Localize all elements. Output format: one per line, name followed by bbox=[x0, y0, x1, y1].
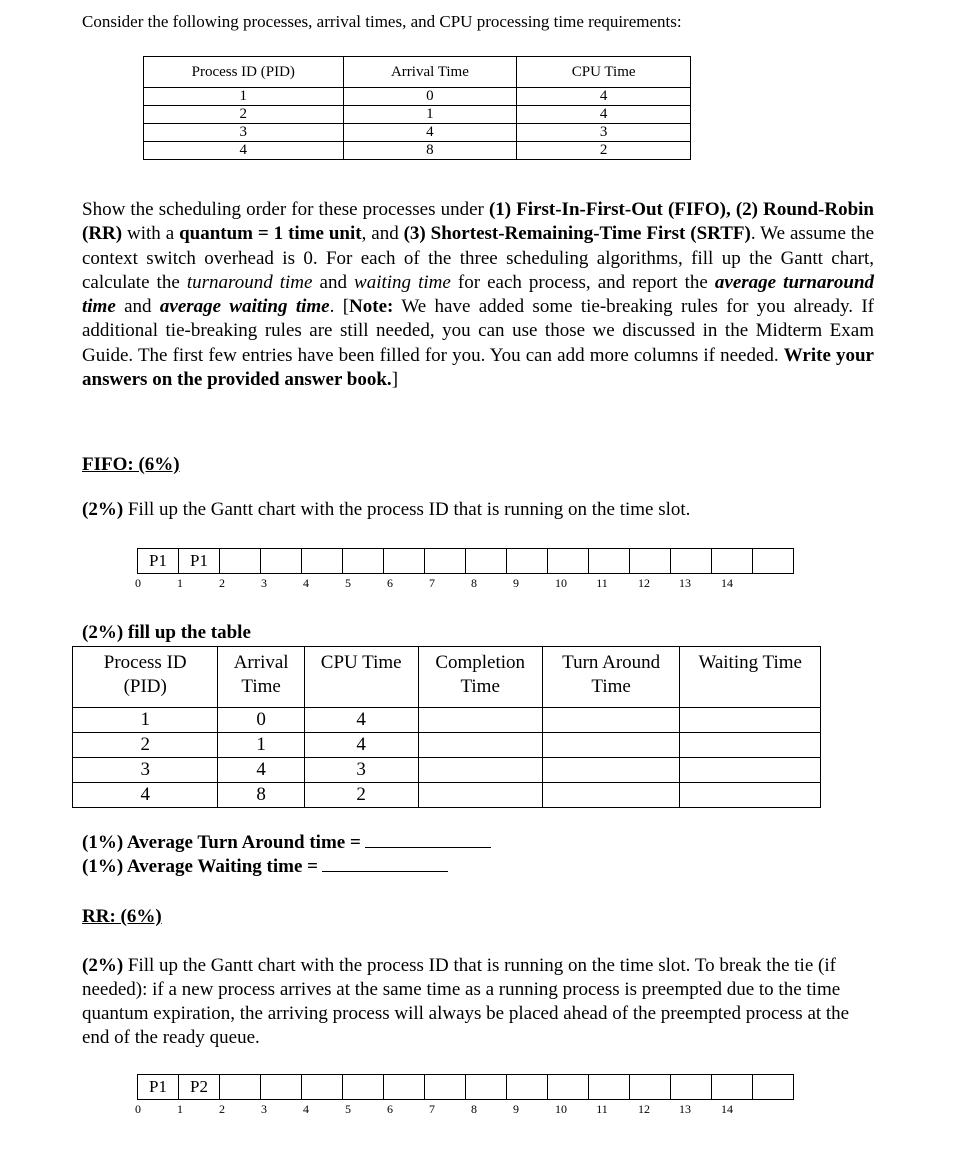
avg-waiting-blank[interactable] bbox=[322, 871, 448, 872]
tick-label: 9 bbox=[513, 576, 519, 590]
tick-label: 5 bbox=[345, 576, 351, 590]
fifo-table-title: (2%) fill up the table bbox=[82, 622, 251, 643]
gantt-cell[interactable] bbox=[752, 548, 794, 574]
tick-label: 11 bbox=[596, 576, 608, 590]
gantt-cell[interactable] bbox=[424, 548, 466, 574]
cell: 1 bbox=[73, 708, 218, 733]
tick-label: 2 bbox=[219, 576, 225, 590]
table-row bbox=[73, 733, 821, 758]
turnaround-cell[interactable] bbox=[542, 758, 680, 783]
fifo-heading: FIFO: (6%) bbox=[82, 454, 180, 475]
waiting-cell[interactable] bbox=[680, 758, 821, 783]
rr-heading: RR: (6%) bbox=[82, 906, 162, 927]
gantt-cell[interactable] bbox=[711, 548, 753, 574]
gantt-cell[interactable] bbox=[342, 1074, 384, 1100]
tick-label: 10 bbox=[555, 576, 567, 590]
cell: 4 bbox=[517, 106, 691, 124]
table-row bbox=[144, 142, 691, 160]
gantt-cell[interactable] bbox=[260, 1074, 302, 1100]
gantt-cell[interactable] bbox=[260, 548, 302, 574]
cell: 0 bbox=[343, 88, 517, 106]
completion-cell[interactable] bbox=[418, 733, 542, 758]
tick-label: 13 bbox=[679, 1102, 691, 1116]
table-row bbox=[144, 88, 691, 106]
header-waiting: Waiting Time bbox=[680, 647, 821, 708]
cell: 1 bbox=[218, 733, 304, 758]
tick-label: 10 bbox=[555, 1102, 567, 1116]
cell: 4 bbox=[218, 758, 304, 783]
cell: 3 bbox=[517, 124, 691, 142]
table-row bbox=[144, 106, 691, 124]
tick-label: 8 bbox=[471, 1102, 477, 1116]
gantt-cell[interactable] bbox=[342, 548, 384, 574]
tick-label: 3 bbox=[261, 576, 267, 590]
gantt-cell[interactable] bbox=[219, 1074, 261, 1100]
tick-label: 13 bbox=[679, 576, 691, 590]
header-pid: Process ID (PID) bbox=[144, 57, 344, 88]
tick-label: 2 bbox=[219, 1102, 225, 1116]
tick-label: 12 bbox=[638, 576, 650, 590]
header-arrival: Arrival Time bbox=[218, 647, 304, 708]
gantt-cell[interactable] bbox=[547, 1074, 589, 1100]
tick-label: 11 bbox=[596, 1102, 608, 1116]
cell: 4 bbox=[73, 783, 218, 808]
fifo-gantt-chart bbox=[138, 548, 794, 574]
cell: 1 bbox=[144, 88, 344, 106]
avg-turnaround-line: (1%) Average Turn Around time = bbox=[82, 832, 491, 854]
gantt-cell[interactable] bbox=[547, 548, 589, 574]
completion-cell[interactable] bbox=[418, 708, 542, 733]
tick-label: 6 bbox=[387, 576, 393, 590]
gantt-cell[interactable] bbox=[752, 1074, 794, 1100]
table-row bbox=[73, 758, 821, 783]
tick-label: 7 bbox=[429, 1102, 435, 1116]
gantt-cell[interactable] bbox=[383, 1074, 425, 1100]
cell: 2 bbox=[304, 783, 418, 808]
gantt-cell[interactable] bbox=[670, 1074, 712, 1100]
cell: 4 bbox=[144, 142, 344, 160]
gantt-cell[interactable] bbox=[588, 1074, 630, 1100]
gantt-cell[interactable] bbox=[670, 548, 712, 574]
tick-label: 12 bbox=[638, 1102, 650, 1116]
tick-label: 5 bbox=[345, 1102, 351, 1116]
gantt-cell[interactable] bbox=[383, 548, 425, 574]
gantt-cell[interactable] bbox=[301, 1074, 343, 1100]
table-row bbox=[73, 783, 821, 808]
cell: 0 bbox=[218, 708, 304, 733]
turnaround-cell[interactable] bbox=[542, 708, 680, 733]
cell: 3 bbox=[73, 758, 218, 783]
cell: 2 bbox=[73, 733, 218, 758]
header-pid: Process ID (PID) bbox=[73, 647, 218, 708]
tick-label: 1 bbox=[177, 1102, 183, 1116]
tick-label: 14 bbox=[721, 576, 733, 590]
tick-label: 4 bbox=[303, 1102, 309, 1116]
gantt-cell[interactable]: P1 bbox=[178, 548, 220, 574]
instructions-paragraph: Show the scheduling order for these processes under (1) First-In-First-Out (FIFO), (2) Round-Robin (RR) with a quantum = 1 time unit, and (3) Shortest-Remaining-Time First (SRTF). We assume the context switch overhead is 0. For each of the three scheduling algorithms, fill up the Gantt chart, calculate the turnaround time and waiting time for each process, and report the average turnaround time and average waiting time. [Note: We have added some tie-breaking rules for you already. If additional tie-breaking rules are still needed, you can use those we discussed in the Midterm Exam Guide. The first few entries have been filled for you. You can add more columns if needed. Write your answers on the provided answer book.] bbox=[82, 199, 875, 391]
tick-label: 0 bbox=[135, 1102, 141, 1116]
cell: 4 bbox=[517, 88, 691, 106]
cell: 4 bbox=[304, 733, 418, 758]
gantt-cell[interactable] bbox=[629, 548, 671, 574]
gantt-cell[interactable] bbox=[711, 1074, 753, 1100]
waiting-cell[interactable] bbox=[680, 783, 821, 808]
header-completion: Completion Time bbox=[418, 647, 542, 708]
intro-text: Consider the following processes, arrival times, and CPU processing time requirements: bbox=[82, 12, 682, 31]
tick-label: 3 bbox=[261, 1102, 267, 1116]
tick-label: 6 bbox=[387, 1102, 393, 1116]
waiting-cell[interactable] bbox=[680, 733, 821, 758]
header-cpu: CPU Time bbox=[517, 57, 691, 88]
gantt-cell[interactable] bbox=[424, 1074, 466, 1100]
rr-gantt-instruction: (2%) Fill up the Gantt chart with the process ID that is running on the time slot. To break the tie (if needed): if a new process arrives at the same time as a running process is preempted due to the time quantum expiration, the arriving process will always be placed ahead of the preempted process at the end of the ready queue. bbox=[82, 955, 850, 1048]
header-arrival: Arrival Time bbox=[343, 57, 517, 88]
gantt-cell[interactable] bbox=[506, 548, 548, 574]
cell: 3 bbox=[144, 124, 344, 142]
header-cpu: CPU Time bbox=[304, 647, 418, 708]
tick-label: 7 bbox=[429, 576, 435, 590]
gantt-cell[interactable] bbox=[219, 548, 261, 574]
cell: 3 bbox=[304, 758, 418, 783]
gantt-cell[interactable] bbox=[588, 548, 630, 574]
tick-label: 0 bbox=[135, 576, 141, 590]
avg-waiting-line: (1%) Average Waiting time = bbox=[82, 856, 448, 878]
turnaround-cell[interactable] bbox=[542, 783, 680, 808]
tick-label: 4 bbox=[303, 576, 309, 590]
cell: 2 bbox=[144, 106, 344, 124]
cell: 1 bbox=[343, 106, 517, 124]
gantt-cell[interactable] bbox=[465, 1074, 507, 1100]
gantt-cell[interactable]: P2 bbox=[178, 1074, 220, 1100]
cell: 4 bbox=[304, 708, 418, 733]
cell: 2 bbox=[517, 142, 691, 160]
header-turnaround: Turn Around Time bbox=[542, 647, 680, 708]
cell: 8 bbox=[343, 142, 517, 160]
rr-gantt-chart bbox=[138, 1074, 794, 1100]
cell: 4 bbox=[343, 124, 517, 142]
completion-cell[interactable] bbox=[418, 783, 542, 808]
gantt-cell[interactable] bbox=[301, 548, 343, 574]
completion-cell[interactable] bbox=[418, 758, 542, 783]
gantt-cell[interactable] bbox=[629, 1074, 671, 1100]
tick-label: 8 bbox=[471, 576, 477, 590]
gantt-cell[interactable]: P1 bbox=[137, 1074, 179, 1100]
waiting-cell[interactable] bbox=[680, 708, 821, 733]
process-table bbox=[143, 56, 691, 160]
avg-turnaround-blank[interactable] bbox=[365, 847, 491, 848]
gantt-cell[interactable]: P1 bbox=[137, 548, 179, 574]
fifo-results-table bbox=[72, 646, 821, 808]
fifo-gantt-instruction: (2%) Fill up the Gantt chart with the process ID that is running on the time slot. bbox=[82, 499, 691, 520]
cell: 8 bbox=[218, 783, 304, 808]
gantt-cell[interactable] bbox=[506, 1074, 548, 1100]
gantt-cell[interactable] bbox=[465, 548, 507, 574]
table-row bbox=[144, 124, 691, 142]
tick-label: 14 bbox=[721, 1102, 733, 1116]
tick-label: 9 bbox=[513, 1102, 519, 1116]
turnaround-cell[interactable] bbox=[542, 733, 680, 758]
table-row bbox=[73, 708, 821, 733]
tick-label: 1 bbox=[177, 576, 183, 590]
